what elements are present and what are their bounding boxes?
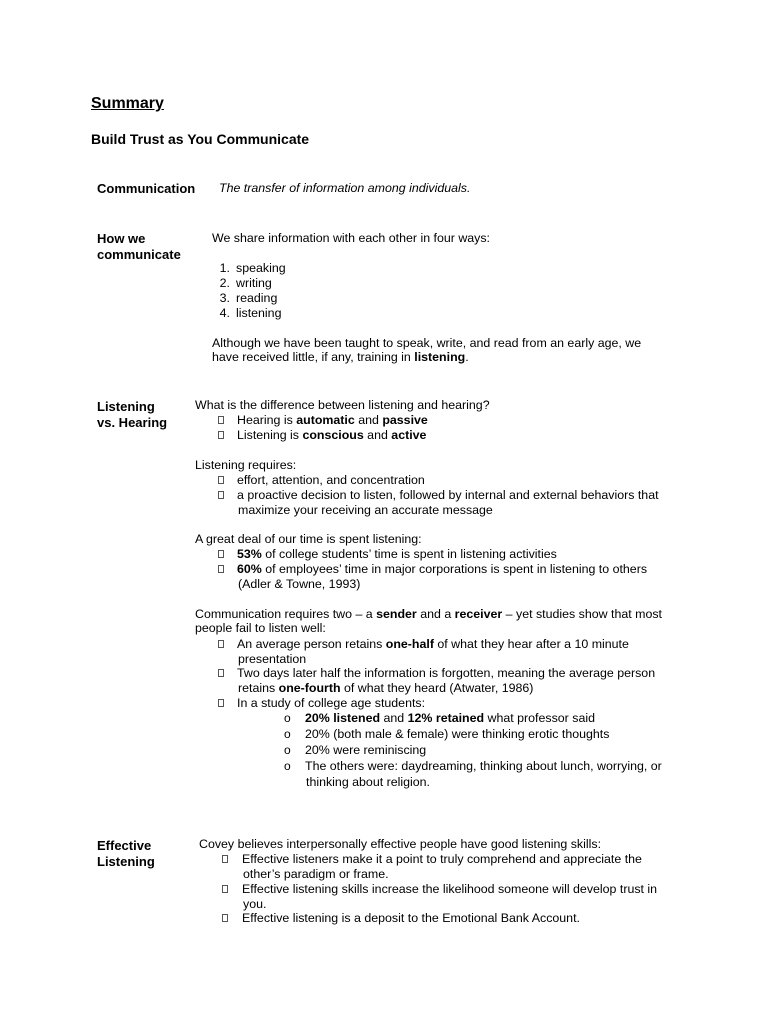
study-sub-item: 20% were reminiscing bbox=[305, 743, 427, 757]
list-item: 4. listening bbox=[219, 306, 282, 320]
effective-intro: Covey believes interpersonally effective people have good listening skills: bbox=[199, 837, 602, 851]
how-note-line-1: Although we have been taught to speak, write, and read from an early age, we bbox=[212, 336, 642, 350]
average-item: An average person retains one-half of what they hear after a 10 minute bbox=[237, 637, 629, 651]
requires-item-cont: maximize your receiving an accurate message bbox=[238, 503, 493, 517]
bullet-icon bbox=[221, 884, 231, 894]
page-title: Summary bbox=[91, 95, 164, 112]
list-item: 3. reading bbox=[219, 291, 278, 305]
study-item: In a study of college age students: bbox=[237, 696, 426, 710]
effective-item: Effective listeners make it a point to truly comprehend and appreciate the bbox=[242, 852, 642, 866]
study-sub-item: 20% (both male & female) were thinking erotic thoughts bbox=[305, 727, 610, 741]
bullet-icon bbox=[217, 549, 227, 559]
bullet-icon bbox=[217, 698, 227, 708]
how-note-line-2: have received little, if any, training in listening. bbox=[212, 350, 469, 364]
page-subtitle: Build Trust as You Communicate bbox=[91, 131, 310, 147]
list-item: 2. writing bbox=[219, 276, 272, 290]
comm-requires-line-2: people fail to listen well: bbox=[195, 621, 326, 635]
communication-label: Communication bbox=[97, 181, 196, 196]
effective-label: Effective Listening bbox=[97, 838, 155, 869]
list-item: 1. speaking bbox=[219, 261, 286, 275]
effective-item-cont: you. bbox=[243, 897, 267, 911]
time-intro: A great deal of our time is spent listening: bbox=[195, 532, 422, 546]
circle-bullet-icon: o bbox=[284, 743, 291, 757]
bullet-icon bbox=[217, 639, 227, 649]
how-label: How we communicate bbox=[97, 231, 181, 262]
circle-bullet-icon: o bbox=[284, 759, 291, 773]
circle-bullet-icon: o bbox=[284, 711, 291, 725]
listening-requires: Listening requires: bbox=[195, 458, 297, 472]
requires-item: effort, attention, and concentration bbox=[237, 473, 425, 487]
bullet-icon bbox=[221, 854, 231, 864]
bullet-icon bbox=[217, 430, 227, 440]
effective-item: Effective listening is a deposit to the Emotional Bank Account. bbox=[242, 911, 580, 925]
how-intro: We share information with each other in four ways: bbox=[212, 231, 491, 245]
study-sub-item: 20% listened and 12% retained what professor said bbox=[305, 711, 595, 725]
hearing-item: Hearing is automatic and passive bbox=[237, 413, 428, 427]
study-sub-item: The others were: daydreaming, thinking about lunch, worrying, or bbox=[305, 759, 662, 773]
requires-item: a proactive decision to listen, followed by internal and external behaviors that bbox=[237, 488, 659, 502]
effective-item: Effective listening skills increase the likelihood someone will develop trust in bbox=[242, 882, 658, 896]
bullet-icon bbox=[217, 668, 227, 678]
communication-definition: The transfer of information among individuals. bbox=[219, 181, 471, 195]
bullet-icon bbox=[217, 564, 227, 574]
bullet-icon bbox=[217, 475, 227, 485]
circle-bullet-icon: o bbox=[284, 727, 291, 741]
listening-item: Listening is conscious and active bbox=[237, 428, 427, 442]
bullet-icon bbox=[217, 415, 227, 425]
listening-label: Listening vs. Hearing bbox=[97, 399, 168, 430]
two-days-item-cont: retains one-fourth of what they heard (Atwater, 1986) bbox=[238, 681, 534, 695]
study-sub-item-cont: thinking about religion. bbox=[306, 775, 430, 789]
bullet-icon bbox=[221, 913, 231, 923]
time-item: 53% of college students’ time is spent in listening activities bbox=[237, 547, 557, 561]
comm-requires-line-1: Communication requires two – a sender and a receiver – yet studies show that most bbox=[195, 607, 662, 621]
listening-question: What is the difference between listening and hearing? bbox=[195, 398, 490, 412]
time-citation: (Adler & Towne, 1993) bbox=[238, 577, 361, 591]
two-days-item: Two days later half the information is forgotten, meaning the average person bbox=[237, 666, 656, 680]
time-item: 60% of employees’ time in major corporations is spent in listening to others bbox=[237, 562, 648, 576]
average-item-cont: presentation bbox=[238, 652, 307, 666]
effective-item-cont: other’s paradigm or frame. bbox=[243, 867, 389, 881]
bullet-icon bbox=[217, 490, 227, 500]
